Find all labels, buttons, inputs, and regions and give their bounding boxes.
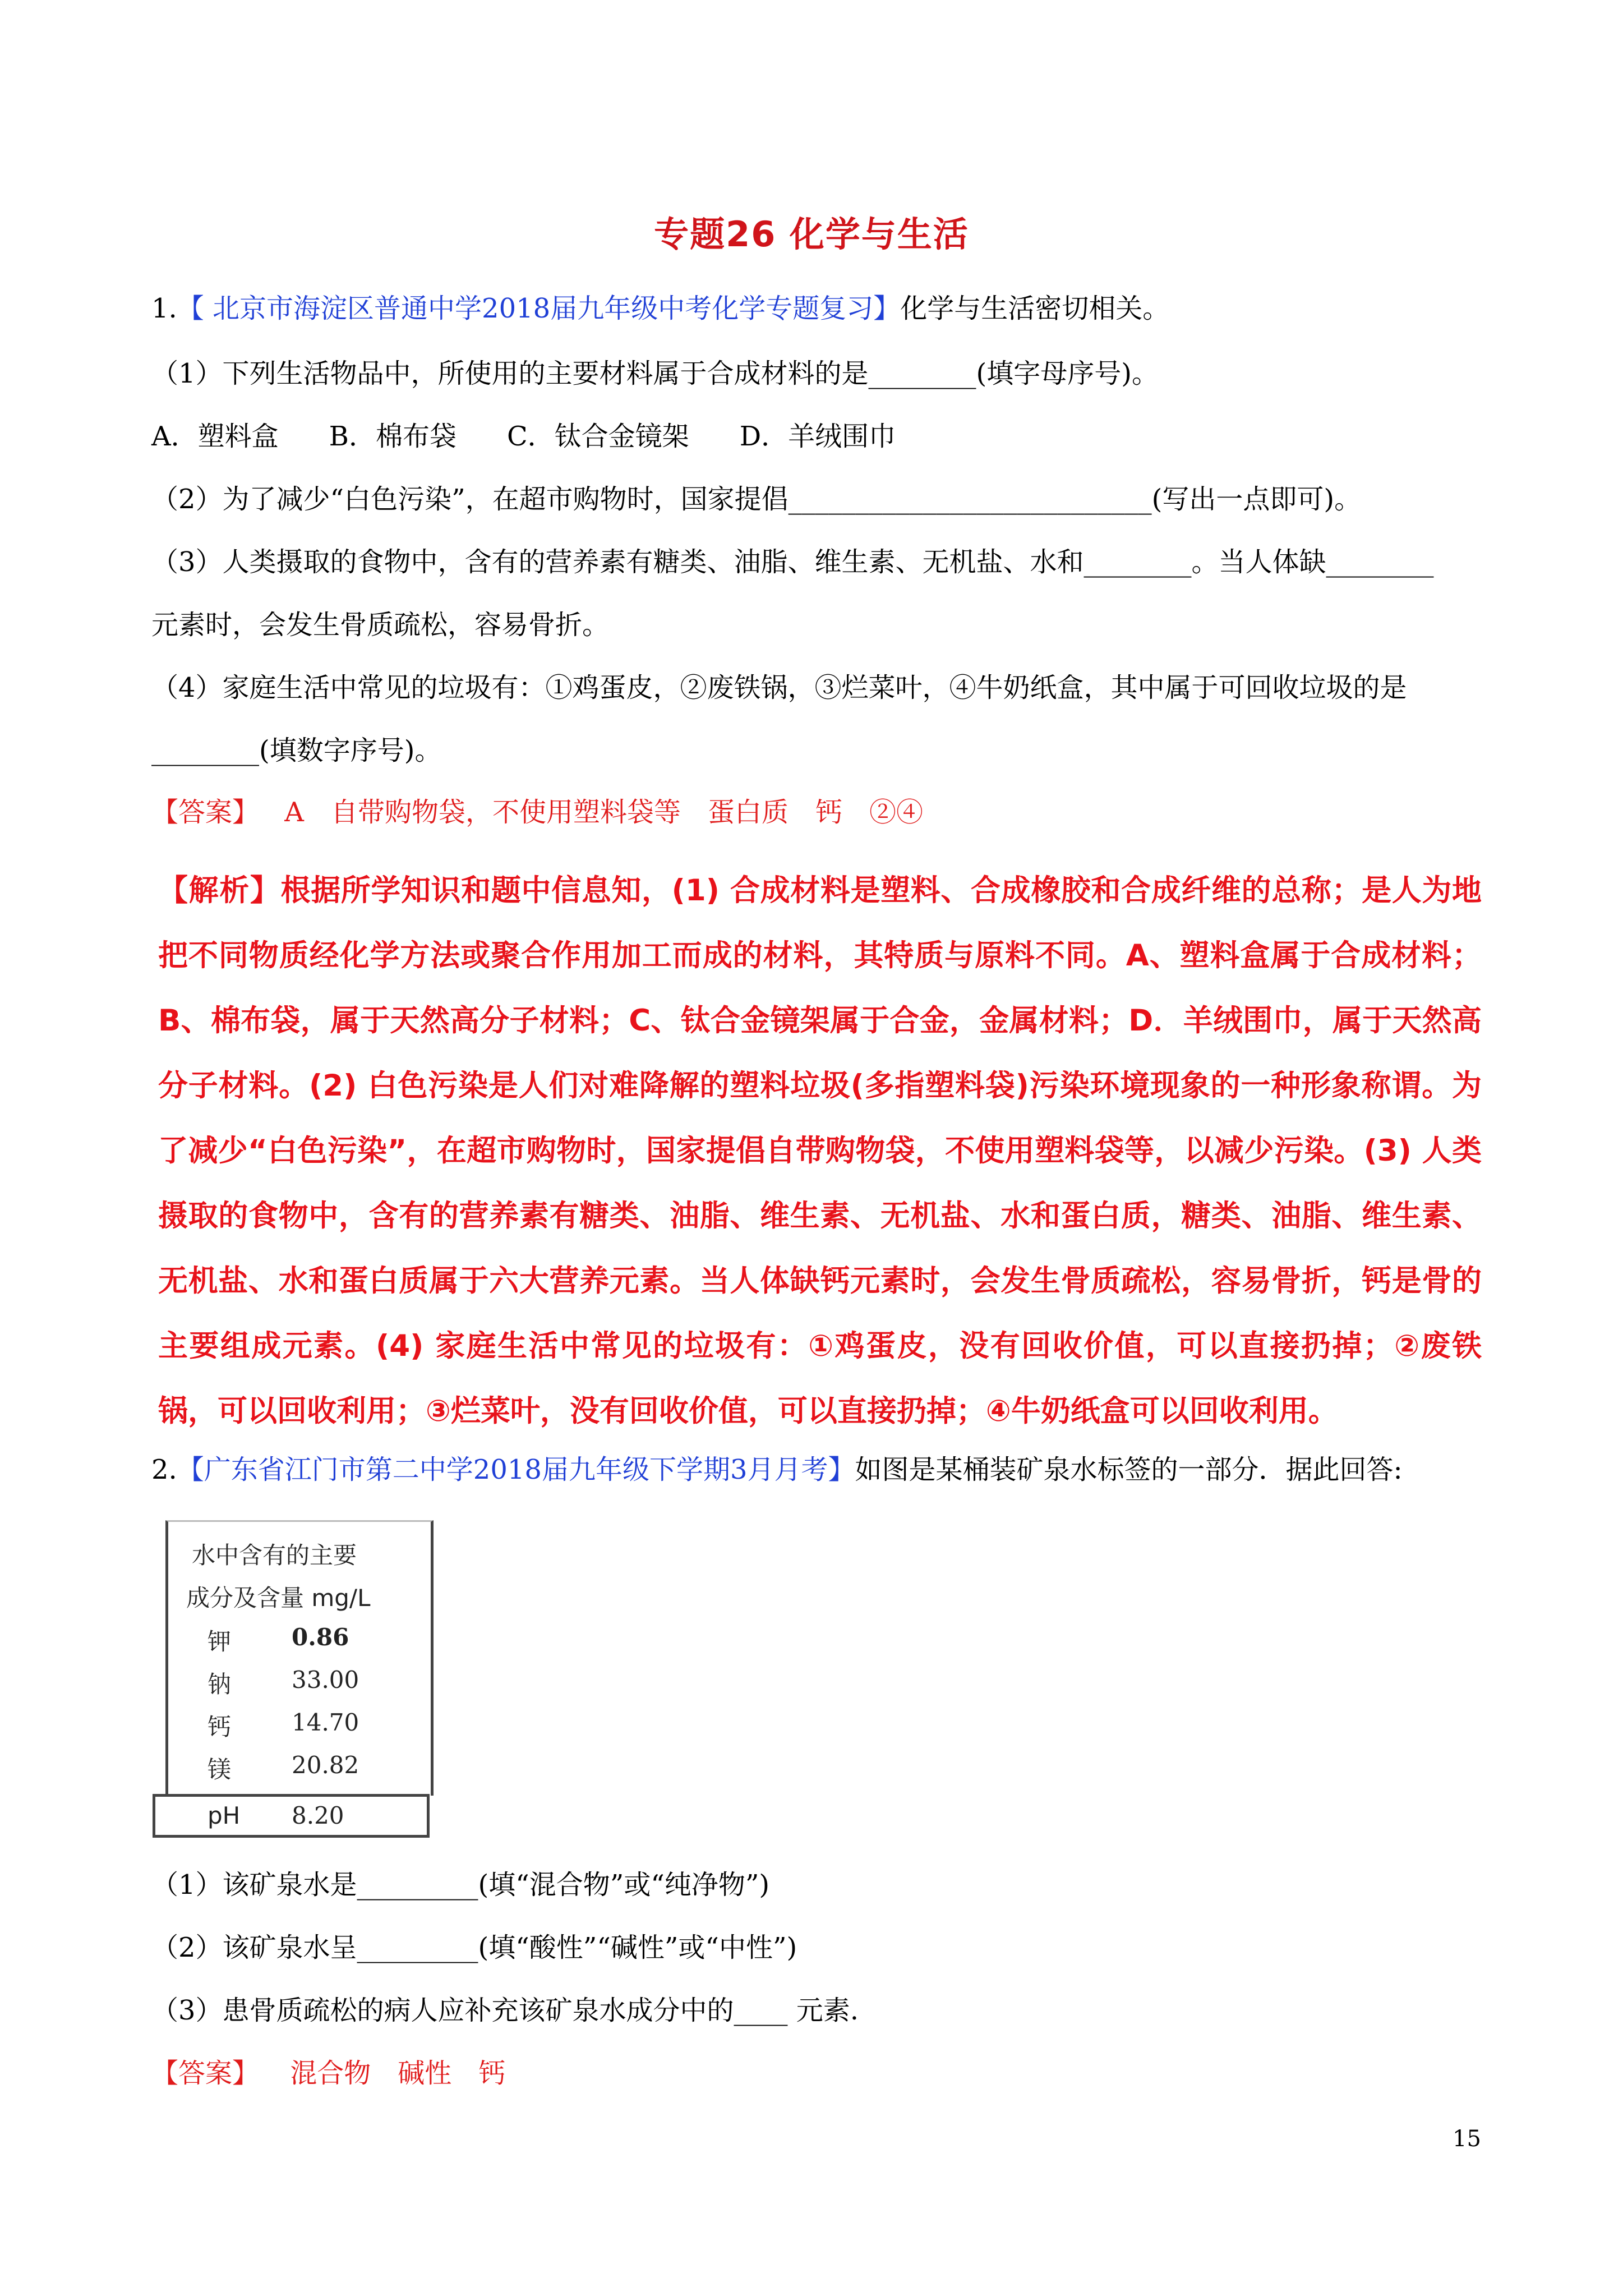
label-row-name: 钠 <box>208 1671 232 1698</box>
q1-number: 1. <box>151 293 177 324</box>
q1-answer <box>151 795 923 829</box>
label-header-line1: 水中含有的主要 <box>192 1542 357 1569</box>
label-row-value: 0.86 <box>292 1623 349 1651</box>
q1-part2: （2）为了减少“白色污染”，在超市购物时，国家提倡___________________________(写出一点即可)。 <box>151 484 1362 515</box>
q2-answer-text: 混合物 碱性 钙 <box>290 2058 506 2089</box>
q1-options <box>151 420 946 453</box>
q1-answer-text: A 自带购物袋，不使用塑料袋等 蛋白质 钙 ②④ <box>284 797 923 828</box>
label-ph-row <box>153 1794 430 1838</box>
q1-option-a: A．塑料盒 <box>151 421 279 452</box>
label-row-name: 钙 <box>208 1713 232 1741</box>
q2-answer <box>151 2056 505 2090</box>
label-row-value: 33.00 <box>292 1666 359 1694</box>
q2-part3: （3）患骨质疏松的病人应补充该矿泉水成分中的____ 元素. <box>151 1995 859 2026</box>
q2-number: 2. <box>151 1454 177 1485</box>
label-row-name: 镁 <box>208 1756 232 1783</box>
q1-part4-line2: ________(填数字序号)。 <box>151 735 442 766</box>
label-header-line2: 成分及含量 mg/L <box>186 1584 371 1612</box>
q1-explanation <box>158 858 1482 1444</box>
q1-part4-line1: （4）家庭生活中常见的垃圾有：①鸡蛋皮，②废铁锅，③烂菜叶，④牛奶纸盒，其中属于可回收垃圾的是 <box>151 672 1407 703</box>
q1-part3-line2: 元素时，会发生骨质疏松，容易骨折。 <box>151 609 610 641</box>
label-row-name: 钾 <box>208 1628 232 1655</box>
q2-stem: 如图是某桶装矿泉水标签的一部分．据此回答: <box>855 1454 1403 1485</box>
label-row-value: 20.82 <box>292 1751 359 1779</box>
q2-answer-label: 【答案】 <box>151 2058 260 2089</box>
q1-heading <box>151 292 1169 325</box>
q1-explanation-text: 根据所学知识和题中信息知，(1) 合成材料是塑料、合成橡胶和合成纤维的总称；是人为地把不同物质经化学方法或聚合作用加工而成的材料，其特质与原料不同。A、塑料盒属于合成材料；B、棉布袋，属于天然高分子材料；C、钛合金镜架属于合金，金属材料；D．羊绒围巾，属于天然高分子材料。(2) 白色污染是人们对难降解的塑料垃圾(多指塑料袋)污染环境现象的一种形象称谓。为了减少“白色污染”，在超市购物时，国家提倡自带购物袋，不使用塑料袋等，以减少污染。(3) 人类摄取的食物中，含有的营养素有糖类、油脂、维生素、无机盐、水和蛋白质，糖类、油脂、维生素、无机盐、水和蛋白质属于六大营养元素。当人体缺钙元素时，会发生骨质疏松，容易骨折，钙是骨的主要组成元素。(4) 家庭生活中常见的垃圾有：①鸡蛋皮，没有回收价值，可以直接扔掉；②废铁锅，可以回收利用；③烂菜叶，没有回收价值，可以直接扔掉；④牛奶纸盒可以回收利用。 <box>158 873 1482 1428</box>
page-title: 专题26 化学与生活 <box>654 214 969 255</box>
label-ph-name: pH <box>208 1802 241 1829</box>
q1-explanation-label: 【解析】 <box>158 873 281 908</box>
q1-option-c: C．钛合金镜架 <box>506 421 689 452</box>
q1-option-d: D．羊绒围巾 <box>739 421 896 452</box>
q1-option-b: B．棉布袋 <box>329 421 457 452</box>
q1-part3-line1: （3）人类摄取的食物中，含有的营养素有糖类、油脂、维生素、无机盐、水和________。当人体缺________ <box>151 546 1434 578</box>
q2-part2: （2）该矿泉水呈_________(填“酸性”“碱性”或“中性”) <box>151 1932 797 1963</box>
q1-answer-label: 【答案】 <box>151 797 260 828</box>
q1-source: 【 北京市海淀区普通中学2018届九年级中考化学专题复习】 <box>177 293 901 324</box>
label-ph-value: 8.20 <box>292 1802 344 1829</box>
q1-stem: 化学与生活密切相关。 <box>900 293 1170 324</box>
q1-part1: （1）下列生活物品中，所使用的主要材料属于合成材料的是________(填字母序号)。 <box>151 358 1159 389</box>
label-row-value: 14.70 <box>292 1709 359 1736</box>
q2-heading <box>151 1453 1403 1487</box>
q2-part1: （1）该矿泉水是_________(填“混合物”或“纯净物”) <box>151 1869 770 1901</box>
mineral-water-label-image <box>153 1520 434 1841</box>
page-number: 15 <box>1453 2126 1481 2152</box>
q2-source: 【广东省江门市第二中学2018届九年级下学期3月月考】 <box>177 1454 855 1485</box>
